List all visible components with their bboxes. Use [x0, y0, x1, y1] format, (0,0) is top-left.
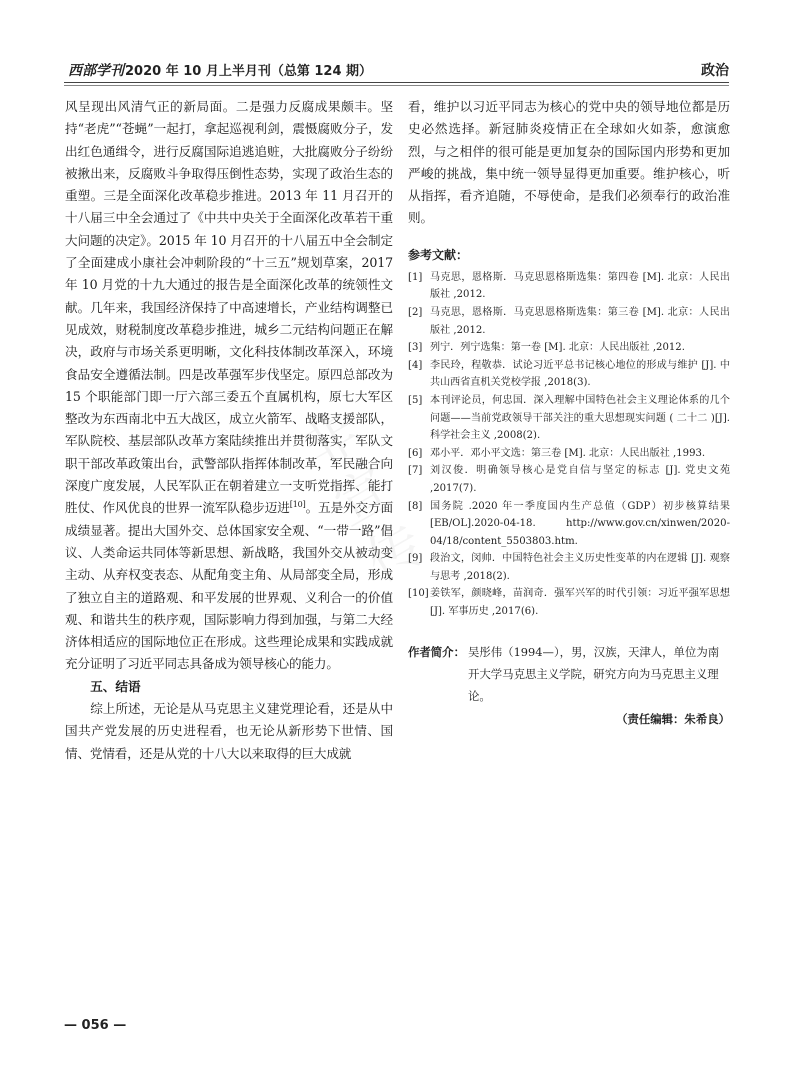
author-label: 作者简介： [408, 644, 465, 659]
reference-number: [10] [408, 588, 429, 600]
section-label: 政治 [701, 63, 729, 79]
body-paragraph [65, 96, 393, 676]
reference-text: 姜铁军，颜晓峰，苗润奇．强军兴军的时代引领：习近平强军思想 [J]. 军事历史 ,2017(6). [430, 588, 730, 618]
reference-number: [5] [408, 394, 423, 406]
reference-text: 段治文，闵帅．中国特色社会主义历史性变革的内在逻辑 [J]. 观察与思考 ,2018(2). [430, 553, 730, 582]
reference-text: 李民玲，程敬恭．试论习近平总书记核心地位的形成与维护 [J]. 中共山西省直机关党校学报 ,2018(3). [430, 359, 730, 389]
reference-number: [6] [408, 447, 423, 459]
reference-text: 国务院 .2020 年一季度国内生产总值（GDP）初步核算结果 [EB/OL].2020-04-18. http://www.gov.cn/xinwen/2020-04/18/content_5503803.htm. [430, 500, 730, 547]
reference-item [408, 304, 730, 339]
header-divider [64, 82, 729, 83]
conclusion-paragraph: 综上所述，无论是从马克思主义建党理论看，还是从中国共产党发展的历史进程看，也无论从新形势下世情、国情、党情看，还是从党的十八大以来取得的巨大成就 [65, 701, 393, 761]
paragraph-text-tail: 。五是外交方面成绩显著。提出大国外交、总体国家安全观、“一带一路”倡议、人类命运共同体等新思想、新战略，我国外交从被动变主动、从弃权变表态、从配角变主角、从局部变全局，形成了独立自主的道路观、和平发展的世界观、义利合一的价值观、和谐共生的秩序观，国际影响力得到加强，与第二大经济体相适应的国际地位正在形成。这些理论成果和实践成就充分证明了习近平同志具备成为领导核心的能力。 [65, 500, 393, 672]
reference-text: 邓小平．邓小平文选：第三卷 [M]. 北京：人民出版社 ,1993. [430, 447, 706, 459]
reference-text: 马克思，恩格斯．马克思恩格斯选集：第四卷 [M]. 北京：人民出版社 ,2012. [430, 271, 730, 301]
reference-item [408, 392, 730, 445]
header-divider-thin [64, 85, 729, 86]
author-bio [408, 641, 730, 707]
reference-item [408, 462, 730, 497]
reference-item [408, 585, 730, 620]
references-heading: 参考文献： [408, 247, 469, 262]
author-text: 吴彤伟（1994—），男，汉族，天津人，单位为南开大学马克思主义学院，研究方向为马克思主义理论。 [468, 644, 720, 703]
journal-header [68, 60, 372, 80]
reference-item [408, 269, 730, 304]
reference-text: 本刊评论员，何忠国．深入理解中国特色社会主义理论体系的几个问题——当前党政领导干部关注的重大思想现实问题 ( 二十二 )[J]. 科学社会主义 ,2008(2). [430, 394, 730, 442]
section-heading: 五、结语 [90, 678, 141, 694]
reference-number: [3] [408, 342, 423, 354]
journal-logo: 西部学刊 [68, 63, 124, 79]
reference-item [408, 445, 730, 463]
paragraph-text: 风呈现出风清气正的新局面。二是强力反腐成果颇丰。坚持“老虎”“苍蝇”一起打，拿起巡视利剑，震慑腐败分子，发出红色通缉令，进行反腐国际追逃追赃，大批腐败分子纷纷被揪出来，反腐败斗争取得压倒性态势，实现了政治生态的重塑。三是全面深化改革稳步推进。2013 年 11 月召开的十八届三中全会通过了《中共中央关于全面深化改革若干重大问题的决定》。2015 年 10 月召开的十八届五中全会制定了全面建成小康社会冲刺阶段的“十三五”规划草案，2017 年 10 月党的十九大通过的报告是全面深化改革的统领性文献。几年来，我国经济保持了中高速增长，产业结构调整已见成效，财税制度改革稳步推进，城乡二元结构问题正在解决，政府与市场关系更明晰，文化科技体制改革深入，环境食品安全遵循法制。四是改革强军步伐坚定。原四总部改为 15 个职能部门即一厅六部三委五个直属机构，原七大军区整改为东西南北中五大战区，成立火箭军、战略支援部队，军队院校、基层部队改革方案陆续推出并贯彻落实，军队文职干部改革政策出台，武警部队指挥体制改革，军民融合向深度广度发展，人民军队正在朝着建立一支听党指挥、能打胜仗、作风优良的世界一流军队稳步迈进 [65, 99, 393, 516]
body-paragraph: 看，维护以习近平同志为核心的党中央的领导地位都是历史必然选择。新冠肺炎疫情正在全球如火如荼，愈演愈烈，与之相伴的很可能是更加复杂的国际国内形势和更加严峻的挑战，集中统一领导显得更加重要。维护核心，听从指挥，看齐追随，不辱使命，是我们必须奉行的政治准则。 [408, 99, 730, 226]
reference-number: [2] [408, 306, 423, 318]
reference-number: [7] [408, 465, 423, 477]
reference-item [408, 550, 730, 585]
reference-item [408, 357, 730, 392]
responsible-editor: （责任编辑：朱希良） [616, 711, 730, 726]
reference-number: [8] [408, 500, 423, 512]
right-column [408, 96, 730, 727]
page-number: — 056 — [64, 1018, 127, 1033]
reference-text: 马克思，恩格斯．马克思恩格斯选集：第三卷 [M]. 北京：人民出版社 ,2012. [430, 306, 730, 336]
reference-text: 列宁．列宁选集：第一卷 [M]. 北京：人民出版社 ,2012. [430, 342, 685, 354]
reference-list [408, 269, 730, 621]
issue-info: 2020 年 10 月上半月刊（总第 124 期） [125, 64, 373, 79]
reference-item [408, 339, 730, 357]
left-column [65, 96, 393, 765]
reference-number: [9] [408, 553, 423, 565]
reference-text: 刘汉俊．明确领导核心是党自信与坚定的标志 [J]. 党史文苑 ,2017(7). [430, 465, 730, 494]
reference-item [408, 498, 730, 551]
reference-number: [1] [408, 271, 423, 283]
reference-number: [4] [408, 359, 423, 371]
citation-superscript: [10] [289, 500, 306, 510]
